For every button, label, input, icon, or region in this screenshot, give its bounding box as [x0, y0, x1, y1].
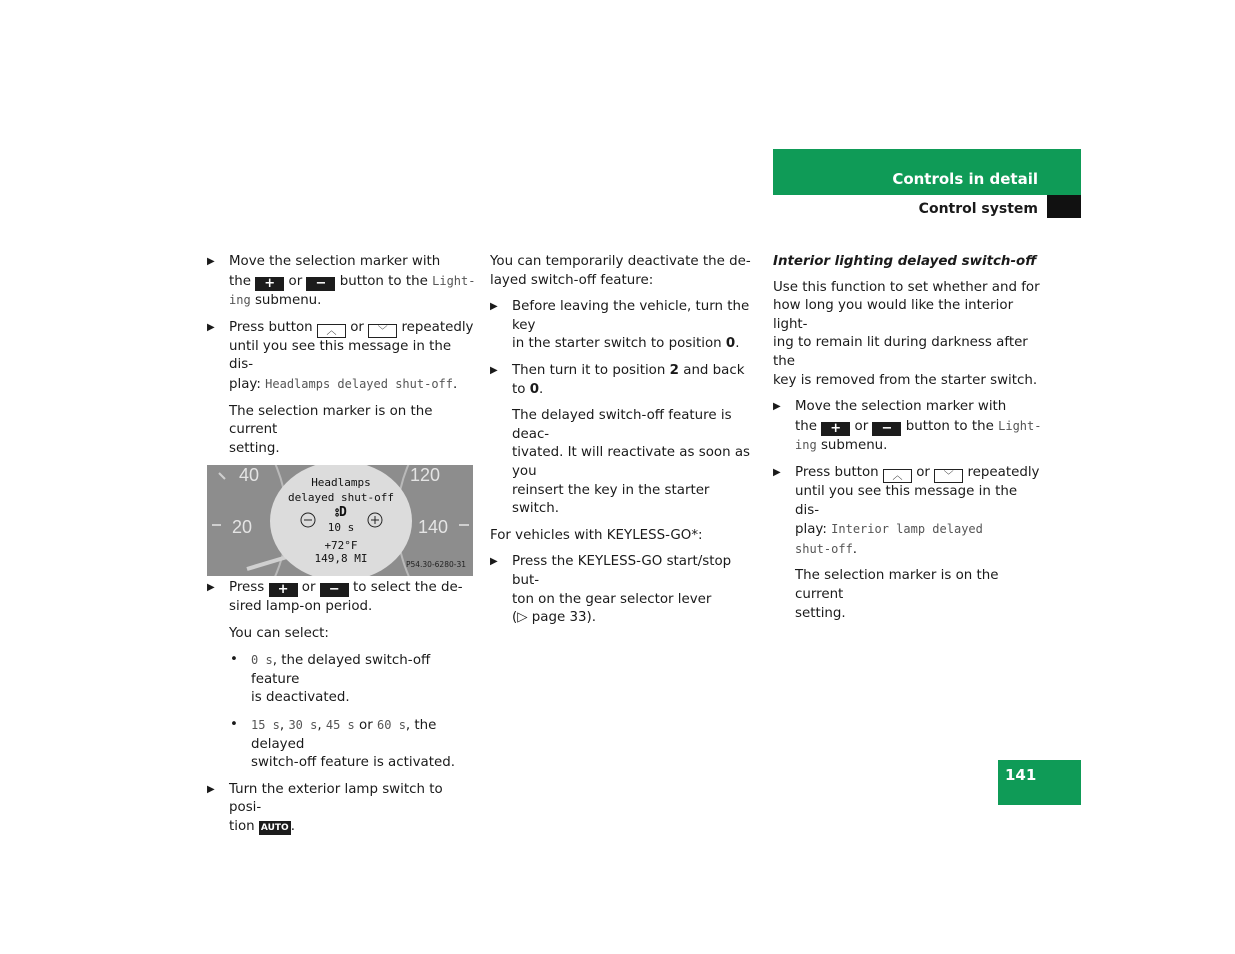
- arrow-icon: ▶: [490, 556, 498, 568]
- instrument-display-figure: [207, 465, 473, 576]
- note-deactivated: The delayed switch-off feature is deac- tivated. It will reactivate as soon as you reinsert the key in the starter switch.: [512, 408, 751, 517]
- arrow-icon: ▶: [773, 401, 781, 413]
- subsection-marker: [1047, 195, 1081, 218]
- column-3: [773, 253, 1045, 623]
- select-label: You can select:: [229, 625, 329, 641]
- step-lamp-switch: ▶ Turn the exterior lamp switch to posi- tion AUTO .: [207, 781, 443, 834]
- arrow-icon: ▶: [207, 783, 215, 795]
- plus-key-icon: +: [269, 583, 298, 597]
- intro-interior: Use this function to set whether and for how long you would like the interior light- ing to remain lit during darkness after the key is removed from the starter switch.: [773, 279, 1040, 388]
- figure-code: P54.30-6280-31: [405, 559, 466, 569]
- step-move-marker: ▶ Move the selection marker with the + or − button to the Light- ing submenu.: [207, 254, 476, 309]
- page-number-box: [998, 760, 1081, 805]
- step-move-marker: ▶ Move the selection marker with the + or − button to the Light- ing submenu.: [773, 399, 1042, 454]
- arrow-icon: ▶: [207, 582, 215, 594]
- plus-key-icon: +: [821, 422, 850, 436]
- gauge-number-40: 40: [239, 465, 260, 486]
- section-heading: Interior lighting delayed switch-off: [773, 254, 1037, 269]
- intro-deactivate: You can temporarily deactivate the de- layed switch-off feature:: [490, 254, 751, 288]
- arrow-icon: ▶: [207, 321, 215, 333]
- auto-key-icon: AUTO: [260, 822, 289, 833]
- plus-key-icon: +: [255, 277, 284, 291]
- column-2: [490, 253, 760, 628]
- section-header-bar: [773, 149, 1081, 195]
- arrow-icon: ▶: [773, 466, 781, 478]
- gauge-number-20: 20: [232, 517, 253, 538]
- step-turn-key: ▶ Before leaving the vehicle, turn the key in the starter switch to position 0.: [490, 299, 750, 352]
- down-key-icon: ﹀: [934, 469, 963, 483]
- step-turn-position: ▶ Then turn it to position 2 and back to 0.: [490, 362, 745, 397]
- arrow-icon: ▶: [207, 256, 215, 267]
- step-press-button: ▶ Press button ︿ or ﹀ repeatedly until you see this message in the dis- play: Interior lamp delayed shut-off.: [773, 464, 1040, 557]
- up-key-icon: ︿: [883, 469, 912, 483]
- step-press-button: ▶ Press button ︿ or ﹀ repeatedly until you see this message in the dis- play: Headlamps delayed shut-off.: [207, 319, 474, 392]
- section-title: Controls in detail: [892, 170, 1038, 188]
- bullet-icon: •: [230, 716, 238, 732]
- keyless-label: For vehicles with KEYLESS-GO*:: [490, 527, 703, 543]
- option-deactivated: • 0 s, the delayed switch-off feature is deactivated.: [230, 652, 431, 706]
- up-key-icon: ︿: [317, 324, 346, 338]
- gauge-number-140: 140: [418, 517, 449, 538]
- display-text: Headlamps delayed shut-off ⦂D 10 s +72°F 149,8 MI: [283, 475, 399, 565]
- subsection-title: Control system: [918, 201, 1038, 217]
- arrow-icon: ▶: [490, 364, 498, 376]
- step-keyless-press: ▶ Press the KEYLESS-GO start/stop but- ton on the gear selector lever (▷ page 33).: [490, 554, 732, 626]
- note-selection-marker: The selection marker is on the current setting.: [229, 403, 433, 456]
- minus-key-icon: −: [306, 277, 335, 291]
- down-key-icon: ﹀: [368, 324, 397, 338]
- minus-key-icon: −: [320, 583, 349, 597]
- option-activated: • 15 s, 30 s, 45 s or 60 s, the delayed switch-off feature is activated.: [230, 716, 455, 771]
- minus-key-icon: −: [872, 422, 901, 436]
- arrow-icon: ▶: [490, 301, 498, 313]
- gauge-number-120: 120: [410, 465, 441, 486]
- headlamp-icon: ⦂D: [335, 505, 347, 521]
- note-selection-marker: The selection marker is on the current setting.: [795, 568, 999, 621]
- step-select-period: ▶ Press + or − to select the de- sired lamp-on period.: [207, 580, 463, 614]
- bullet-icon: •: [230, 652, 238, 668]
- page-number: 141: [1005, 766, 1037, 784]
- column-1: [207, 253, 477, 836]
